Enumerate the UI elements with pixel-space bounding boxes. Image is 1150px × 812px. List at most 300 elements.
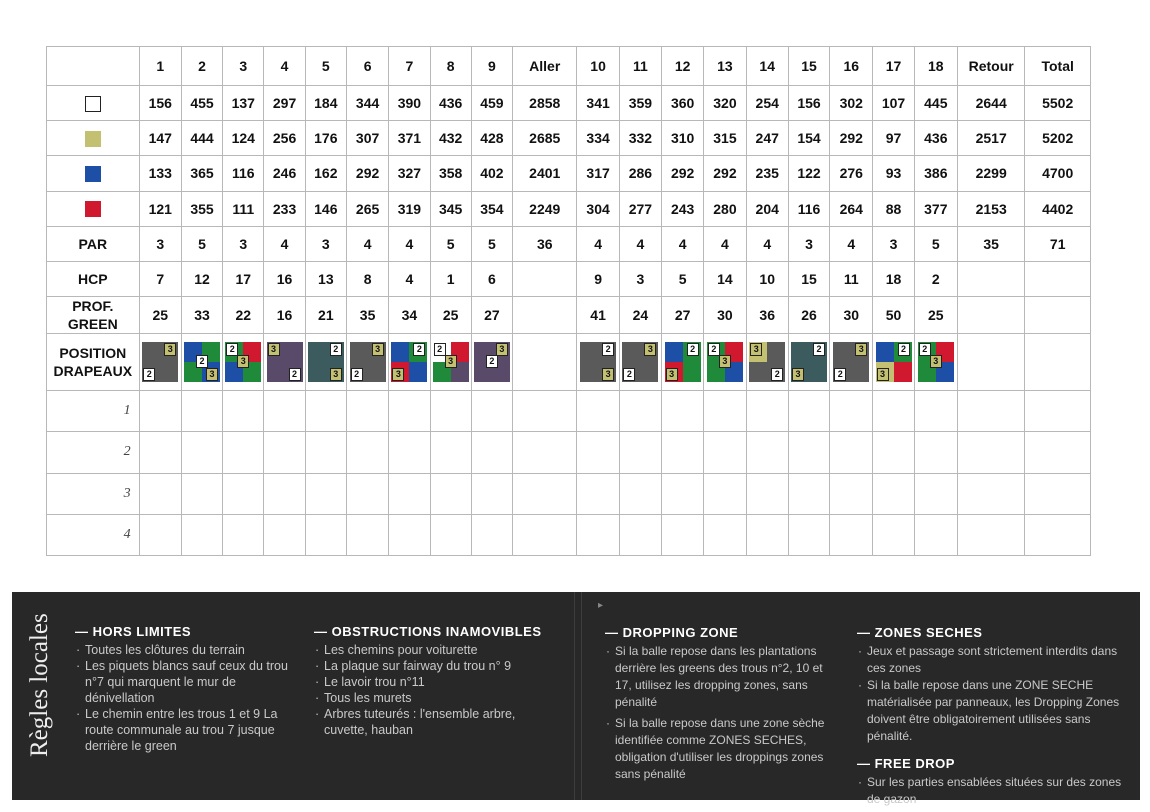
tee-blue-swatch [85, 166, 101, 182]
distance-cell: 436 [430, 86, 471, 121]
rules-column-3 [605, 624, 830, 783]
score-input-cell[interactable] [264, 432, 305, 473]
value-cell: 36 [746, 296, 788, 333]
hole-number-cell: 14 [746, 47, 788, 86]
distance-cell: 390 [389, 86, 430, 121]
flag-position-icon [350, 342, 386, 382]
score-input-cell[interactable] [957, 514, 1024, 555]
flag-2-marker: 2 [289, 368, 301, 381]
score-input-cell[interactable] [430, 432, 471, 473]
score-input-cell[interactable] [471, 514, 512, 555]
value-cell: 13 [305, 261, 346, 296]
distance-cell: 2153 [957, 191, 1024, 226]
score-input-cell[interactable] [223, 514, 264, 555]
distance-cell: 2858 [513, 86, 577, 121]
tee-color-cell [47, 191, 140, 226]
score-input-cell[interactable] [662, 514, 704, 555]
score-input-cell[interactable] [914, 514, 957, 555]
score-input-cell[interactable] [830, 391, 873, 432]
green-quadrant [791, 342, 809, 362]
section-title: — HORS LIMITES [75, 624, 192, 639]
green-quadrant [749, 362, 767, 382]
score-input-cell[interactable] [830, 432, 873, 473]
distance-cell: 304 [577, 191, 619, 226]
flag-2-marker: 2 [196, 355, 208, 368]
distance-cell: 371 [389, 121, 430, 156]
distance-cell: 156 [139, 86, 181, 121]
section-title: — ZONES SECHES [857, 625, 983, 640]
score-input-cell[interactable] [471, 432, 512, 473]
score-input-cell[interactable] [577, 432, 619, 473]
value-cell: 4 [830, 226, 873, 261]
score-input-cell[interactable] [746, 473, 788, 514]
rules-column-1 [75, 624, 290, 754]
hole-number-cell: 15 [788, 47, 829, 86]
value-cell: 14 [704, 261, 746, 296]
flag-position-icon [308, 342, 344, 382]
value-cell: 22 [223, 296, 264, 333]
flag-3-marker: 3 [392, 368, 404, 381]
distance-cell: 320 [704, 86, 746, 121]
green-quadrant [894, 362, 912, 382]
value-cell: 7 [139, 261, 181, 296]
flag-position-cell [1025, 334, 1091, 391]
score-input-cell[interactable] [181, 473, 222, 514]
value-cell: 25 [914, 296, 957, 333]
score-input-cell[interactable] [577, 391, 619, 432]
rule-item: · Tous les murets [314, 690, 554, 706]
score-input-cell[interactable] [346, 473, 388, 514]
hole-number-cell: 12 [662, 47, 704, 86]
score-input-cell[interactable] [264, 514, 305, 555]
score-input-cell[interactable] [788, 391, 829, 432]
score-input-cell[interactable] [830, 473, 873, 514]
flag-2-marker: 2 [330, 343, 342, 356]
flag-2-marker: 2 [771, 368, 783, 381]
flag-2-marker: 2 [602, 343, 614, 356]
green-quadrant [391, 342, 409, 362]
green-quadrant [368, 362, 386, 382]
value-cell: 4 [662, 226, 704, 261]
hole-number-cell: 4 [264, 47, 305, 86]
score-input-cell[interactable] [305, 514, 346, 555]
tee-yellow-swatch [85, 131, 101, 147]
value-cell: 3 [223, 226, 264, 261]
score-input-cell[interactable] [704, 473, 746, 514]
flag-3-marker: 3 [164, 343, 176, 356]
distance-cell: 317 [577, 156, 619, 191]
rule-item: · Si la balle repose dans une ZONE SECHE matérialisée par panneaux, les Dropping Zones doivent être obligatoirement utilisées sans pénalité. [857, 677, 1122, 745]
value-cell: 25 [139, 296, 181, 333]
flag-3-marker: 3 [855, 343, 867, 356]
score-input-cell[interactable] [1025, 514, 1091, 555]
flag-2-marker: 2 [813, 343, 825, 356]
fold-divider [574, 592, 582, 800]
flag-3-marker: 3 [719, 355, 731, 368]
score-input-cell[interactable] [346, 391, 388, 432]
rules-column-4 [857, 624, 1122, 808]
score-input-cell[interactable] [957, 432, 1024, 473]
tee-color-cell [47, 156, 140, 191]
score-input-cell[interactable] [873, 391, 914, 432]
score-input-cell[interactable] [513, 391, 577, 432]
score-input-cell[interactable] [704, 432, 746, 473]
value-cell: 24 [619, 296, 661, 333]
score-input-cell[interactable] [389, 391, 430, 432]
value-cell [513, 296, 577, 333]
distance-cell: 254 [746, 86, 788, 121]
flag-position-cell [223, 334, 264, 391]
value-cell [957, 296, 1024, 333]
distance-cell: 4402 [1025, 191, 1091, 226]
flag-3-marker: 3 [330, 368, 342, 381]
hole-number-cell: 2 [181, 47, 222, 86]
rule-item: · La plaque sur fairway du trou n° 9 [314, 658, 554, 674]
score-input-cell[interactable] [389, 473, 430, 514]
score-input-cell[interactable] [305, 473, 346, 514]
flag-2-marker: 2 [486, 355, 498, 368]
value-cell: 30 [704, 296, 746, 333]
tee-row-white [47, 86, 1091, 121]
value-cell [957, 261, 1024, 296]
distance-cell: 310 [662, 121, 704, 156]
score-input-cell[interactable] [873, 514, 914, 555]
local-rules-panel [12, 592, 1140, 806]
score-input-cell[interactable] [389, 432, 430, 473]
distance-cell: 286 [619, 156, 661, 191]
score-input-cell[interactable] [430, 391, 471, 432]
flag-position-icon [749, 342, 785, 382]
score-input-cell[interactable] [704, 391, 746, 432]
value-cell: 3 [788, 226, 829, 261]
distance-cell: 233 [264, 191, 305, 226]
score-input-cell[interactable] [704, 514, 746, 555]
score-input-cell[interactable] [957, 473, 1024, 514]
score-input-cell[interactable] [513, 473, 577, 514]
value-cell: 9 [577, 261, 619, 296]
hole-number-cell: 1 [139, 47, 181, 86]
score-input-cell[interactable] [746, 432, 788, 473]
distance-cell: 292 [830, 121, 873, 156]
hole-number-cell: 6 [346, 47, 388, 86]
distance-cell: 292 [662, 156, 704, 191]
flag-3-marker: 3 [445, 355, 457, 368]
hole-number-cell: Retour [957, 47, 1024, 86]
flag-3-marker: 3 [792, 368, 804, 381]
flag-position-cell [389, 334, 430, 391]
green-quadrant [851, 362, 869, 382]
distance-cell: 2685 [513, 121, 577, 156]
green-quadrant [267, 362, 285, 382]
player-number: 4 [47, 514, 140, 555]
value-cell: 4 [619, 226, 661, 261]
value-cell: 5 [181, 226, 222, 261]
hole-number-cell: 10 [577, 47, 619, 86]
score-input-cell[interactable] [619, 391, 661, 432]
flag-position-cell [662, 334, 704, 391]
score-input-cell[interactable] [181, 514, 222, 555]
score-input-cell[interactable] [223, 473, 264, 514]
flag-3-marker: 3 [930, 355, 942, 368]
value-cell: 36 [513, 226, 577, 261]
value-cell: 26 [788, 296, 829, 333]
score-input-cell[interactable] [471, 473, 512, 514]
score-input-cell[interactable] [346, 514, 388, 555]
distance-cell: 5502 [1025, 86, 1091, 121]
green-quadrant [809, 362, 827, 382]
score-input-cell[interactable] [873, 473, 914, 514]
score-input-cell[interactable] [746, 514, 788, 555]
score-input-cell[interactable] [914, 432, 957, 473]
flag-position-cell [957, 334, 1024, 391]
distance-cell: 146 [305, 191, 346, 226]
flag-3-marker: 3 [877, 368, 889, 381]
score-input-cell[interactable] [139, 514, 181, 555]
distance-cell: 292 [346, 156, 388, 191]
flag-position-row [47, 334, 1091, 391]
distance-cell: 341 [577, 86, 619, 121]
score-input-cell[interactable] [788, 473, 829, 514]
score-input-cell[interactable] [619, 432, 661, 473]
flag-3-marker: 3 [206, 368, 218, 381]
distance-cell: 137 [223, 86, 264, 121]
score-input-cell[interactable] [914, 391, 957, 432]
value-cell: 4 [389, 226, 430, 261]
value-cell: 30 [830, 296, 873, 333]
distance-cell: 265 [346, 191, 388, 226]
rule-item: · Toutes les clôtures du terrain [75, 642, 290, 658]
green-quadrant [409, 362, 427, 382]
rule-item: · Si la balle repose dans une zone sèche identifiée comme ZONES SECHES, obligation d'utiliser les droppings zones sans pénalité [605, 715, 830, 783]
score-input-cell[interactable] [264, 473, 305, 514]
score-input-cell[interactable] [746, 391, 788, 432]
flag-3-marker: 3 [644, 343, 656, 356]
flag-position-cell [430, 334, 471, 391]
rule-item: · Le chemin entre les trous 1 et 9 La route communale au trou 7 jusque derrière le green [75, 706, 290, 754]
par-row [47, 226, 1091, 261]
hole-number-cell: Total [1025, 47, 1091, 86]
distance-cell: 459 [471, 86, 512, 121]
distance-cell: 292 [704, 156, 746, 191]
score-input-cell[interactable] [619, 473, 661, 514]
distance-cell: 354 [471, 191, 512, 226]
score-input-cell[interactable] [430, 514, 471, 555]
distance-cell: 162 [305, 156, 346, 191]
flag-position-icon [918, 342, 954, 382]
distance-cell: 428 [471, 121, 512, 156]
score-input-cell[interactable] [139, 432, 181, 473]
value-cell: 12 [181, 261, 222, 296]
tee-color-cell [47, 121, 140, 156]
flag-position-cell [139, 334, 181, 391]
hole-number-cell: 16 [830, 47, 873, 86]
distance-cell: 154 [788, 121, 829, 156]
score-input-cell[interactable] [389, 514, 430, 555]
flag-position-icon [707, 342, 743, 382]
score-input-cell[interactable] [139, 391, 181, 432]
flag-position-cell [873, 334, 914, 391]
flag-position-cell [181, 334, 222, 391]
distance-cell: 107 [873, 86, 914, 121]
distance-cell: 365 [181, 156, 222, 191]
score-input-cell[interactable] [223, 391, 264, 432]
flag-position-icon [791, 342, 827, 382]
score-input-cell[interactable] [181, 391, 222, 432]
flag-position-cell [830, 334, 873, 391]
value-cell: 11 [830, 261, 873, 296]
green-quadrant [142, 342, 160, 362]
value-cell: 33 [181, 296, 222, 333]
flag-position-icon [267, 342, 303, 382]
player-score-row [47, 432, 1091, 473]
corner-cell [47, 47, 140, 86]
value-cell: 34 [389, 296, 430, 333]
distance-cell: 276 [830, 156, 873, 191]
score-input-cell[interactable] [788, 432, 829, 473]
distance-cell: 327 [389, 156, 430, 191]
player-number: 3 [47, 473, 140, 514]
value-cell: 35 [346, 296, 388, 333]
flag-position-icon [474, 342, 510, 382]
flag-position-icon [580, 342, 616, 382]
flag-position-cell [788, 334, 829, 391]
flag-2-marker: 2 [687, 343, 699, 356]
value-cell: 21 [305, 296, 346, 333]
score-input-cell[interactable] [305, 391, 346, 432]
value-cell [1025, 261, 1091, 296]
hole-number-cell: 8 [430, 47, 471, 86]
flag-position-cell [305, 334, 346, 391]
distance-cell: 358 [430, 156, 471, 191]
score-input-cell[interactable] [181, 432, 222, 473]
row-label: HCP [47, 261, 140, 296]
rules-title: Règles locales [26, 613, 53, 757]
distance-cell: 246 [264, 156, 305, 191]
distance-cell: 432 [430, 121, 471, 156]
score-input-cell[interactable] [577, 473, 619, 514]
distance-cell: 2299 [957, 156, 1024, 191]
distance-cell: 4700 [1025, 156, 1091, 191]
distance-cell: 355 [181, 191, 222, 226]
score-input-cell[interactable] [1025, 391, 1091, 432]
score-input-cell[interactable] [788, 514, 829, 555]
value-cell: 18 [873, 261, 914, 296]
row-label: PAR [47, 226, 140, 261]
flag-position-icon [876, 342, 912, 382]
score-input-cell[interactable] [430, 473, 471, 514]
value-cell: 4 [389, 261, 430, 296]
distance-cell: 280 [704, 191, 746, 226]
green-quadrant [683, 362, 701, 382]
distance-cell: 2644 [957, 86, 1024, 121]
score-input-cell[interactable] [1025, 432, 1091, 473]
score-input-cell[interactable] [513, 514, 577, 555]
distance-cell: 247 [746, 121, 788, 156]
value-cell: 5 [430, 226, 471, 261]
score-input-cell[interactable] [1025, 473, 1091, 514]
hole-number-cell: 5 [305, 47, 346, 86]
flag-position-icon [142, 342, 178, 382]
flag-position-cell [746, 334, 788, 391]
value-cell: 17 [223, 261, 264, 296]
hole-number-cell: 17 [873, 47, 914, 86]
hcp-row [47, 261, 1091, 296]
distance-cell: 2517 [957, 121, 1024, 156]
flag-3-marker: 3 [496, 343, 508, 356]
distance-cell: 344 [346, 86, 388, 121]
score-input-cell[interactable] [264, 391, 305, 432]
value-cell: 2 [914, 261, 957, 296]
distance-cell: 332 [619, 121, 661, 156]
value-cell: 6 [471, 261, 512, 296]
hole-number-cell: 18 [914, 47, 957, 86]
tee-red-swatch [85, 201, 101, 217]
score-input-cell[interactable] [471, 391, 512, 432]
score-input-cell[interactable] [873, 432, 914, 473]
score-input-cell[interactable] [513, 432, 577, 473]
flag-position-cell [471, 334, 512, 391]
flag-2-marker: 2 [623, 368, 635, 381]
flag-2-marker: 2 [434, 343, 446, 356]
flag-position-cell [577, 334, 619, 391]
score-input-cell[interactable] [914, 473, 957, 514]
score-input-cell[interactable] [662, 391, 704, 432]
distance-cell: 243 [662, 191, 704, 226]
label-line: DRAPEAUX [53, 363, 133, 380]
flag-position-icon [622, 342, 658, 382]
score-input-cell[interactable] [662, 473, 704, 514]
flag-3-marker: 3 [602, 368, 614, 381]
distance-cell: 116 [788, 191, 829, 226]
distance-cell: 315 [704, 121, 746, 156]
green-quadrant [285, 342, 303, 362]
distance-cell: 386 [914, 156, 957, 191]
score-input-cell[interactable] [139, 473, 181, 514]
flag-position-cell [513, 334, 577, 391]
value-cell: 16 [264, 296, 305, 333]
value-cell [513, 261, 577, 296]
flag-2-marker: 2 [919, 343, 931, 356]
distance-cell: 5202 [1025, 121, 1091, 156]
score-input-cell[interactable] [577, 514, 619, 555]
distance-cell: 116 [223, 156, 264, 191]
distance-cell: 277 [619, 191, 661, 226]
tee-color-cell [47, 86, 140, 121]
score-input-cell[interactable] [305, 432, 346, 473]
distance-cell: 334 [577, 121, 619, 156]
rule-item: · Si la balle repose dans les plantations derrière les greens des trous n°2, 10 et 17, utilisez les dropping zones, sans pénalité [605, 643, 830, 711]
green-quadrant [160, 362, 178, 382]
distance-cell: 133 [139, 156, 181, 191]
green-quadrant [833, 342, 851, 362]
value-cell: 3 [305, 226, 346, 261]
flag-2-marker: 2 [143, 368, 155, 381]
header-row [47, 47, 1091, 86]
value-cell: 41 [577, 296, 619, 333]
score-input-cell[interactable] [830, 514, 873, 555]
score-input-cell[interactable] [662, 432, 704, 473]
score-input-cell[interactable] [223, 432, 264, 473]
score-input-cell[interactable] [619, 514, 661, 555]
score-input-cell[interactable] [346, 432, 388, 473]
value-cell: 27 [471, 296, 512, 333]
value-cell: 50 [873, 296, 914, 333]
hole-number-cell: 13 [704, 47, 746, 86]
flag-position-icon [184, 342, 220, 382]
score-input-cell[interactable] [957, 391, 1024, 432]
rule-item: · Sur les parties ensablées situées sur des zones de gazon [857, 774, 1122, 808]
value-cell: 4 [746, 226, 788, 261]
